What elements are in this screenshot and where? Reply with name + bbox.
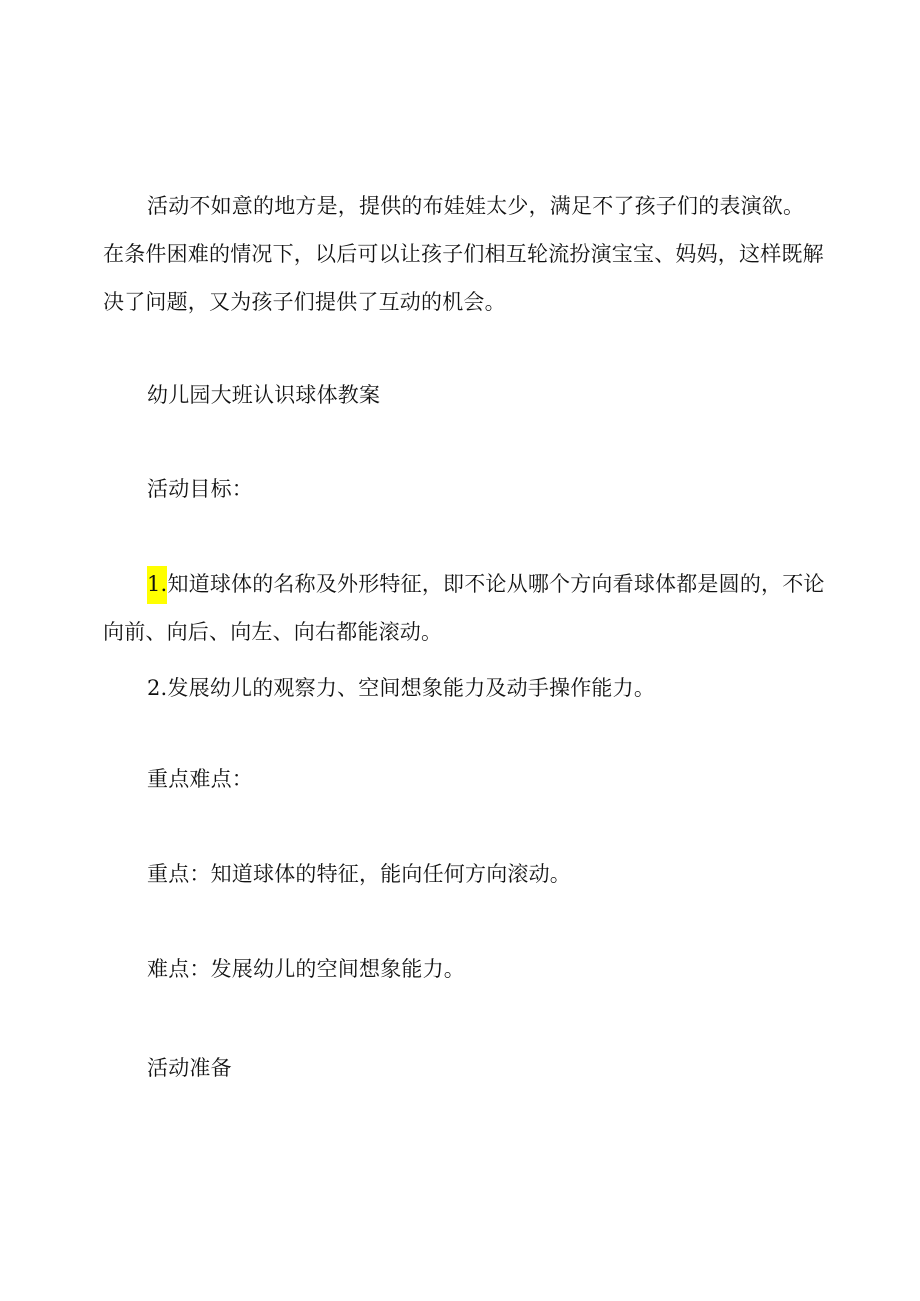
objective-1-text: 知道球体的名称及外形特征，即不论从哪个方向看球体都是圆的，不论 bbox=[167, 572, 825, 596]
paragraph-line-2: 在条件困难的情况下，以后可以让孩子们相互轮流扮演宝宝、妈妈，这样既解 bbox=[103, 242, 824, 266]
objective-1-line-1 bbox=[147, 570, 825, 604]
objective-2: 2.发展幼儿的观察力、空间想象能力及动手操作能力。 bbox=[147, 676, 656, 700]
objectives-heading: 活动目标： bbox=[147, 477, 253, 501]
preparation-heading: 活动准备 bbox=[147, 1056, 232, 1080]
key-points-heading: 重点难点： bbox=[147, 767, 253, 791]
objective-1-line-2: 向前、向后、向左、向右都能滚动。 bbox=[103, 620, 443, 644]
difficulty: 难点：发展幼儿的空间想象能力。 bbox=[147, 957, 465, 981]
document-title: 幼儿园大班认识球体教案 bbox=[147, 383, 381, 407]
paragraph-line-1: 活动不如意的地方是，提供的布娃娃太少，满足不了孩子们的表演欲。 bbox=[147, 194, 805, 218]
paragraph-line-3: 决了问题，又为孩子们提供了互动的机会。 bbox=[103, 290, 506, 314]
objective-1-number: 1. bbox=[147, 566, 167, 604]
key-point: 重点：知道球体的特征，能向任何方向滚动。 bbox=[147, 862, 571, 886]
